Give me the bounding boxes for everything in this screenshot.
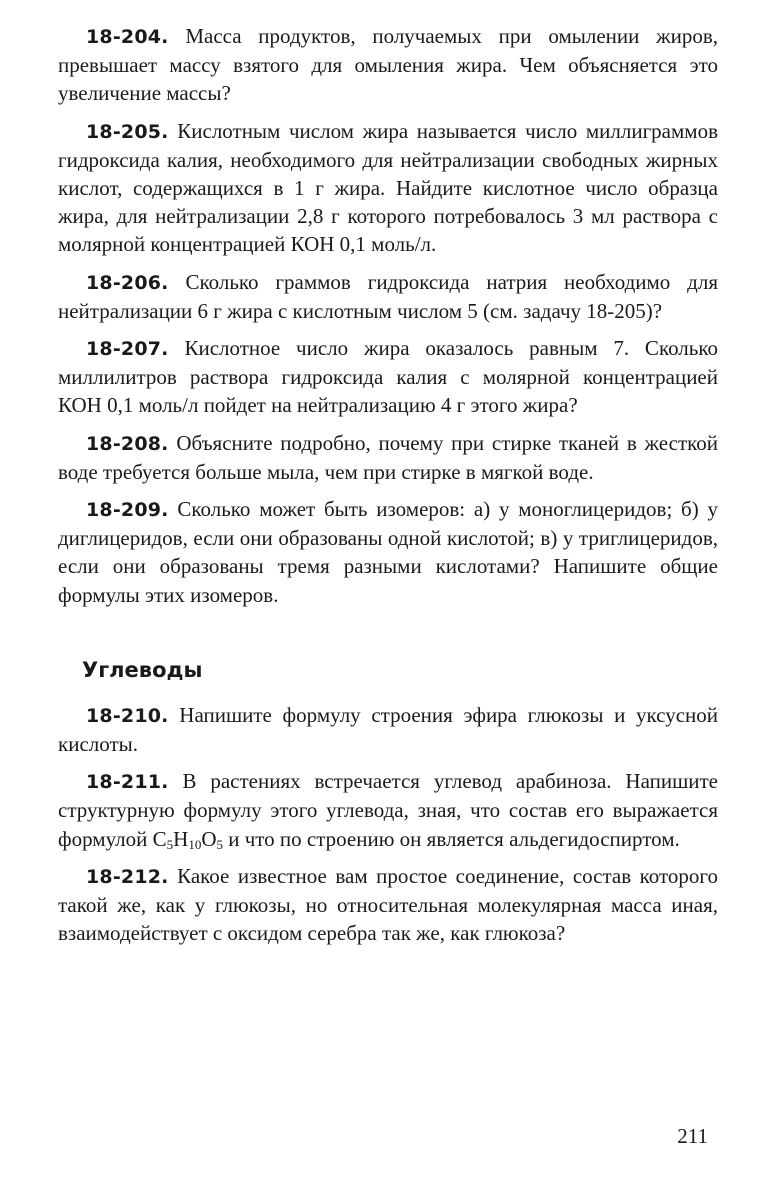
problem-text-after: и что по строению он является альдегидоспиртом.: [222, 826, 680, 851]
formula-subscript: 5: [216, 836, 223, 852]
formula-element-o: O: [201, 826, 217, 851]
problem-text: Сколько может быть изомеров: а) у моноглицеридов; б) у диглицеридов, если они образованы одной кислотой; в) у триглицеридов, если они образованы тремя разными кислотами? Напишите общие формулы этих изомеров.: [58, 497, 718, 607]
problem-18-211: [58, 767, 718, 853]
chemical-formula: [153, 827, 223, 851]
problem-18-212: [58, 862, 718, 948]
problem-text: Напишите формулу строения эфира глюкозы и уксусной кислоты.: [58, 702, 718, 757]
formula-subscript: 10: [188, 836, 202, 852]
problem-18-209: [58, 495, 718, 609]
problem-18-205: [58, 117, 718, 259]
problem-text: Какое известное вам простое соединение, состав которого такой же, как у глюкозы, но относительная молекулярная масса иная, взаимодействует с оксидом серебра так же, как глюкоза?: [58, 863, 718, 946]
problem-number: 18-208.: [86, 432, 169, 455]
problem-18-208: [58, 429, 718, 486]
problem-number: 18-207.: [86, 338, 169, 361]
section-title: Углеводы: [82, 657, 203, 682]
problem-number: 18-210.: [86, 704, 169, 727]
problem-18-206: [58, 268, 718, 325]
problem-number: 18-206.: [86, 271, 169, 294]
problem-text-before: В растениях встречается углевод арабиноза. Напишите структурную формулу этого углевода, зная, что состав его выражается формулой: [58, 769, 718, 851]
problem-text: Масса продуктов, получаемых при омылении жиров, превышает массу взятого для омыления жира. Чем объясняется это увеличение массы?: [58, 24, 719, 106]
problem-number: 18-209.: [86, 499, 169, 522]
formula-element-c: C: [152, 826, 167, 851]
problem-number: 18-211.: [86, 771, 169, 794]
page-content: [58, 22, 718, 956]
problem-number: 18-204.: [86, 26, 169, 48]
problem-18-204: [58, 22, 718, 108]
problem-text: Сколько граммов гидроксида натрия необходимо для нейтрализации 6 г жира с кислотным числом 5 (см. задачу 18-205)?: [58, 269, 718, 323]
formula-element-h: H: [173, 826, 189, 851]
problem-number: 18-205.: [86, 120, 169, 143]
problem-text: Кислотное число жира оказалось равным 7. Сколько миллилитров раствора гидроксида калия с молярной концентрацией КОН 0,1 моль/л пойдет на нейтрализацию 4 г этого жира?: [58, 336, 718, 418]
problem-18-207: [58, 334, 718, 420]
problem-text: Объясните подробно, почему при стирке тканей в жесткой воде требуется больше мыла, чем при стирке в мягкой воде.: [58, 430, 718, 484]
problem-text: Кислотным числом жира называется число миллиграммов гидроксида калия, необходимого для нейтрализации свободных жирных кислот, содержащихся в 1 г жира. Найдите кислотное число образца жира, для нейтрализации 2,8 г которого потребовалось 3 мл раствора с молярной концентрацией КОН 0,1 моль/л.: [58, 118, 718, 257]
formula-subscript: 5: [166, 836, 174, 852]
problem-number: 18-212.: [86, 865, 169, 888]
problem-18-210: [58, 701, 718, 758]
page-number: 211: [677, 1124, 708, 1148]
